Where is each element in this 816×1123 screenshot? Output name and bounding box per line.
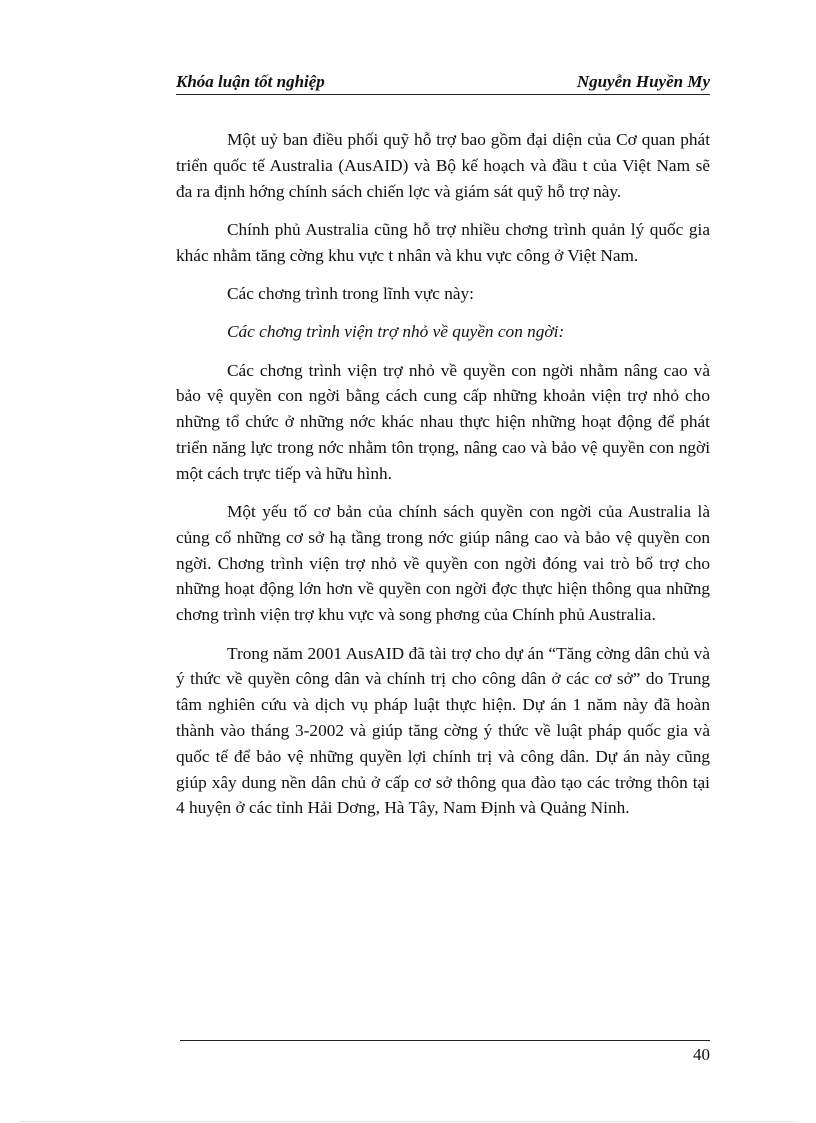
page-number: 40 <box>693 1045 710 1064</box>
page-header <box>176 70 710 95</box>
paragraph-coordination-committee: Một uỷ ban điều phối quỹ hỗ trợ bao gồm đại diện của Cơ quan phát triển quốc tế Australia (AusAID) và Bộ kế hoạch và đầu t của Việt Nam sẽ đa ra định hớng chính sách chiến lợc và giám sát quỹ hỗ trợ này. <box>176 130 710 201</box>
header-document-type: Khóa luận tốt nghiệp <box>176 72 325 91</box>
paragraph-human-rights-grants: Các chơng trình viện trợ nhỏ về quyền con ngời nhằm nâng cao và bảo vệ quyền con ngời bằng cách cung cấp những khoản viện trợ nhỏ cho những tổ chức ở những nớc khác nhau thực hiện những hoạt động để phát triển năng lực trong nớc nhằm tôn trọng, nâng cao và bảo vệ quyền con ngời một cách trực tiếp và hữu hình. <box>176 360 710 483</box>
footer-rule <box>180 1040 710 1041</box>
header-author-name: Nguyễn Huyền My <box>576 72 710 91</box>
paragraph-governance-programs: Chính phủ Australia cũng hỗ trợ nhiều chơng trình quản lý quốc gia khác nhằm tăng cờng khu vực t nhân và khu vực công ở Việt Nam. <box>176 219 710 265</box>
document-body <box>176 127 710 834</box>
paragraph-programs-intro: Các chơng trình trong lĩnh vực này: <box>227 283 474 303</box>
paragraph-human-rights-policy: Một yếu tố cơ bản của chính sách quyền con ngời của Australia là củng cố những cơ sở hạ tầng trong nớc giúp nâng cao và bảo vệ quyền con ngời. Chơng trình viện trợ nhỏ về quyền con ngời đóng vai trò bổ trợ cho những hoạt động lớn hơn về quyền con ngời đợc thực hiện thông qua những chơng trình viện trợ khu vực và song phơng của Chính phủ Australia. <box>176 502 710 625</box>
page-bottom-divider <box>20 1121 796 1122</box>
subheading-human-rights-grants: Các chơng trình viện trợ nhỏ về quyền con ngời: <box>227 322 565 342</box>
paragraph-ausaid-2001-project: Trong năm 2001 AusAID đã tài trợ cho dự án “Tăng cờng dân chủ và ý thức về quyền công dân và chính trị cho công dân ở các cơ sở” do Trung tâm nghiên cứu và dịch vụ pháp luật thực hiện. Dự án 1 năm này đã hoàn thành vào tháng 3-2002 và giúp tăng cờng ý thức về luật pháp quốc gia và quốc tế để bảo vệ những quyền lợi chính trị và công dân. Dự án này cũng giúp xây dung nền dân chủ ở cấp cơ sở thông qua đào tạo các trởng thôn tại 4 huyện ở các tỉnh Hải Dơng, Hà Tây, Nam Định và Quảng Ninh. <box>176 643 710 818</box>
